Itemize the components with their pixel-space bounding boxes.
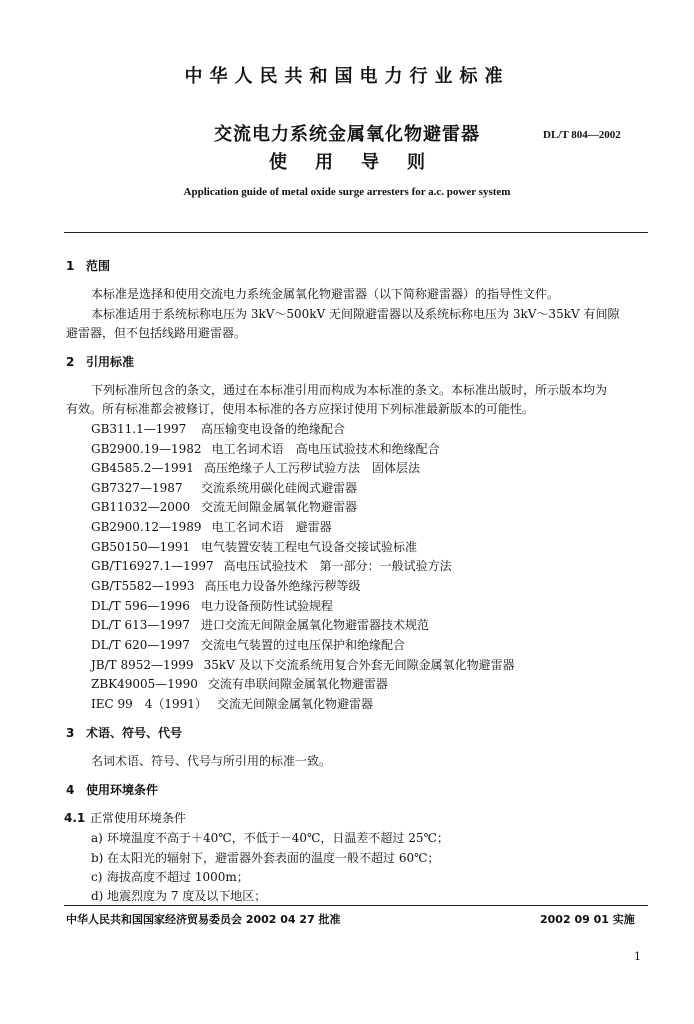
reference-item — [91, 518, 332, 535]
section-1-paragraph-1: 本标准是选择和使用交流电力系统金属氧化物避雷器（以下简称避雷器）的指导性文件。 — [91, 287, 560, 301]
reference-item — [91, 577, 361, 594]
section-1-heading — [66, 257, 110, 274]
section-3-heading — [66, 724, 182, 741]
reference-code: JB/T 8952—1999 — [91, 658, 194, 672]
reference-item — [91, 616, 429, 633]
reference-code: GB50150—1991 — [91, 540, 191, 554]
reference-item — [91, 498, 357, 515]
reference-code: GB2900.12—1989 — [91, 520, 202, 534]
reference-title: 交流无间隙金属氧化物避雷器 — [201, 500, 358, 514]
section-3-paragraph: 名词术语、符号、代号与所引用的标准一致。 — [91, 754, 332, 768]
reference-code: DL/T 613—1997 — [91, 618, 190, 632]
section-2-title: 引用标准 — [86, 355, 135, 369]
english-title: Application guide of metal oxide surge arresters for a.c. power system — [183, 186, 511, 198]
reference-title: 交流电气装置的过电压保护和绝缘配合 — [201, 638, 406, 652]
approval-line: 中华人民共和国国家经济贸易委员会 2002 04 27 批准 — [66, 913, 341, 926]
reference-title: 电工名词术语 避雷器 — [211, 520, 332, 534]
list-item — [91, 868, 249, 885]
reference-title: 电气装置安装工程电气设备交接试验标准 — [201, 540, 418, 554]
reference-item — [91, 479, 357, 496]
reference-code: DL/T 596—1996 — [91, 599, 190, 613]
reference-code: GB/T16927.1—1997 — [91, 559, 214, 573]
section-1-paragraph-2: 本标准适用于系统标称电压为 3kV～500kV 无间隙避雷器以及系统标称电压为 3kV～35kV 有间隙 — [91, 307, 620, 321]
reference-item — [91, 538, 417, 555]
header-divider — [64, 232, 648, 233]
section-1-number: 1 — [66, 259, 75, 273]
section-1-paragraph-2-continued: 避雷器，但不包括线路用避雷器。 — [66, 326, 247, 340]
reference-code: IEC 99 4（1991） — [91, 697, 207, 711]
list-item-text: 地震烈度为 7 度及以下地区； — [107, 889, 267, 903]
section-2-paragraph-continued: 有效。所有标准都会被修订，使用本标准的各方应探讨使用下列标准最新版本的可能性。 — [66, 402, 535, 416]
list-item-text: 环境温度不高于＋40℃，不低于－40℃，日温差不超过 25℃； — [107, 831, 449, 845]
industry-standard-heading: 中华人民共和国电力行业标准 — [184, 66, 510, 87]
reference-item — [91, 557, 452, 574]
reference-title: 进口交流无间隙金属氧化物避雷器技术规范 — [201, 618, 430, 632]
document-title: 交流电力系统金属氧化物避雷器 — [214, 124, 480, 145]
list-item-text: 海拔高度不超过 1000m； — [107, 870, 249, 884]
reference-code: DL/T 620—1997 — [91, 638, 190, 652]
reference-item — [91, 636, 405, 653]
section-1-title: 范围 — [86, 259, 111, 273]
reference-item — [91, 675, 388, 692]
document-subtitle: 使用导则 — [269, 152, 453, 173]
reference-code: GB2900.19—1982 — [91, 442, 202, 456]
reference-title: 电力设备预防性试验规程 — [201, 599, 334, 613]
list-item — [91, 849, 440, 866]
reference-code: GB4585.2—1991 — [91, 461, 194, 475]
reference-item — [91, 440, 440, 457]
section-2-number: 2 — [66, 355, 75, 369]
reference-item — [91, 420, 345, 437]
section-4-heading — [66, 781, 158, 798]
section-3-title: 术语、符号、代号 — [86, 726, 183, 740]
reference-title: 高压电力设备外绝缘污秽等级 — [204, 579, 361, 593]
reference-item — [91, 695, 373, 712]
page-number: 1 — [634, 950, 641, 963]
reference-title: 高电压试验技术 第一部分：一般试验方法 — [223, 559, 452, 573]
reference-title: 电工名词术语 高电压试验技术和绝缘配合 — [211, 442, 440, 456]
section-2-heading — [66, 353, 134, 370]
footer-divider — [64, 905, 648, 906]
reference-title: 35kV 及以下交流系统用复合外套无间隙金属氧化物避雷器 — [203, 658, 515, 672]
reference-item — [91, 459, 420, 476]
list-item-label: b) — [91, 851, 104, 865]
list-item — [91, 829, 449, 846]
reference-code: ZBK49005—1990 — [91, 677, 198, 691]
reference-code: GB/T5582—1993 — [91, 579, 195, 593]
reference-item — [91, 597, 333, 614]
section-2-paragraph: 下列标准所包含的条文，通过在本标准引用而构成为本标准的条文。本标准出版时，所示版本均为 — [91, 383, 608, 397]
subsection-4-1-number: 4.1 — [64, 811, 86, 825]
reference-code: GB311.1—1997 — [91, 422, 187, 436]
reference-title: 高压绝缘子人工污秽试验方法 固体层法 — [203, 461, 420, 475]
reference-code: GB7327—1987 — [91, 481, 183, 495]
reference-title: 交流有串联间隙金属氧化物避雷器 — [207, 677, 388, 691]
reference-title: 高压输变电设备的绝缘配合 — [201, 422, 346, 436]
reference-code: GB11032—2000 — [91, 500, 191, 514]
list-item-text: 在太阳光的辐射下，避雷器外套表面的温度一般不超过 60℃； — [107, 851, 440, 865]
list-item-label: d) — [91, 889, 104, 903]
section-4-number: 4 — [66, 783, 75, 797]
subsection-4-1-heading — [64, 809, 186, 826]
standard-code: DL/T 804—2002 — [543, 129, 621, 141]
list-item — [91, 887, 266, 904]
list-item-label: c) — [91, 870, 103, 884]
subsection-4-1-title: 正常使用环境条件 — [90, 811, 187, 825]
list-item-label: a) — [91, 831, 103, 845]
section-4-title: 使用环境条件 — [86, 783, 159, 797]
effective-date: 2002 09 01 实施 — [540, 913, 635, 926]
reference-title: 交流无间隙金属氧化物避雷器 — [216, 697, 373, 711]
reference-item — [91, 656, 515, 673]
reference-title: 交流系统用碳化硅阀式避雷器 — [201, 481, 358, 495]
section-3-number: 3 — [66, 726, 75, 740]
